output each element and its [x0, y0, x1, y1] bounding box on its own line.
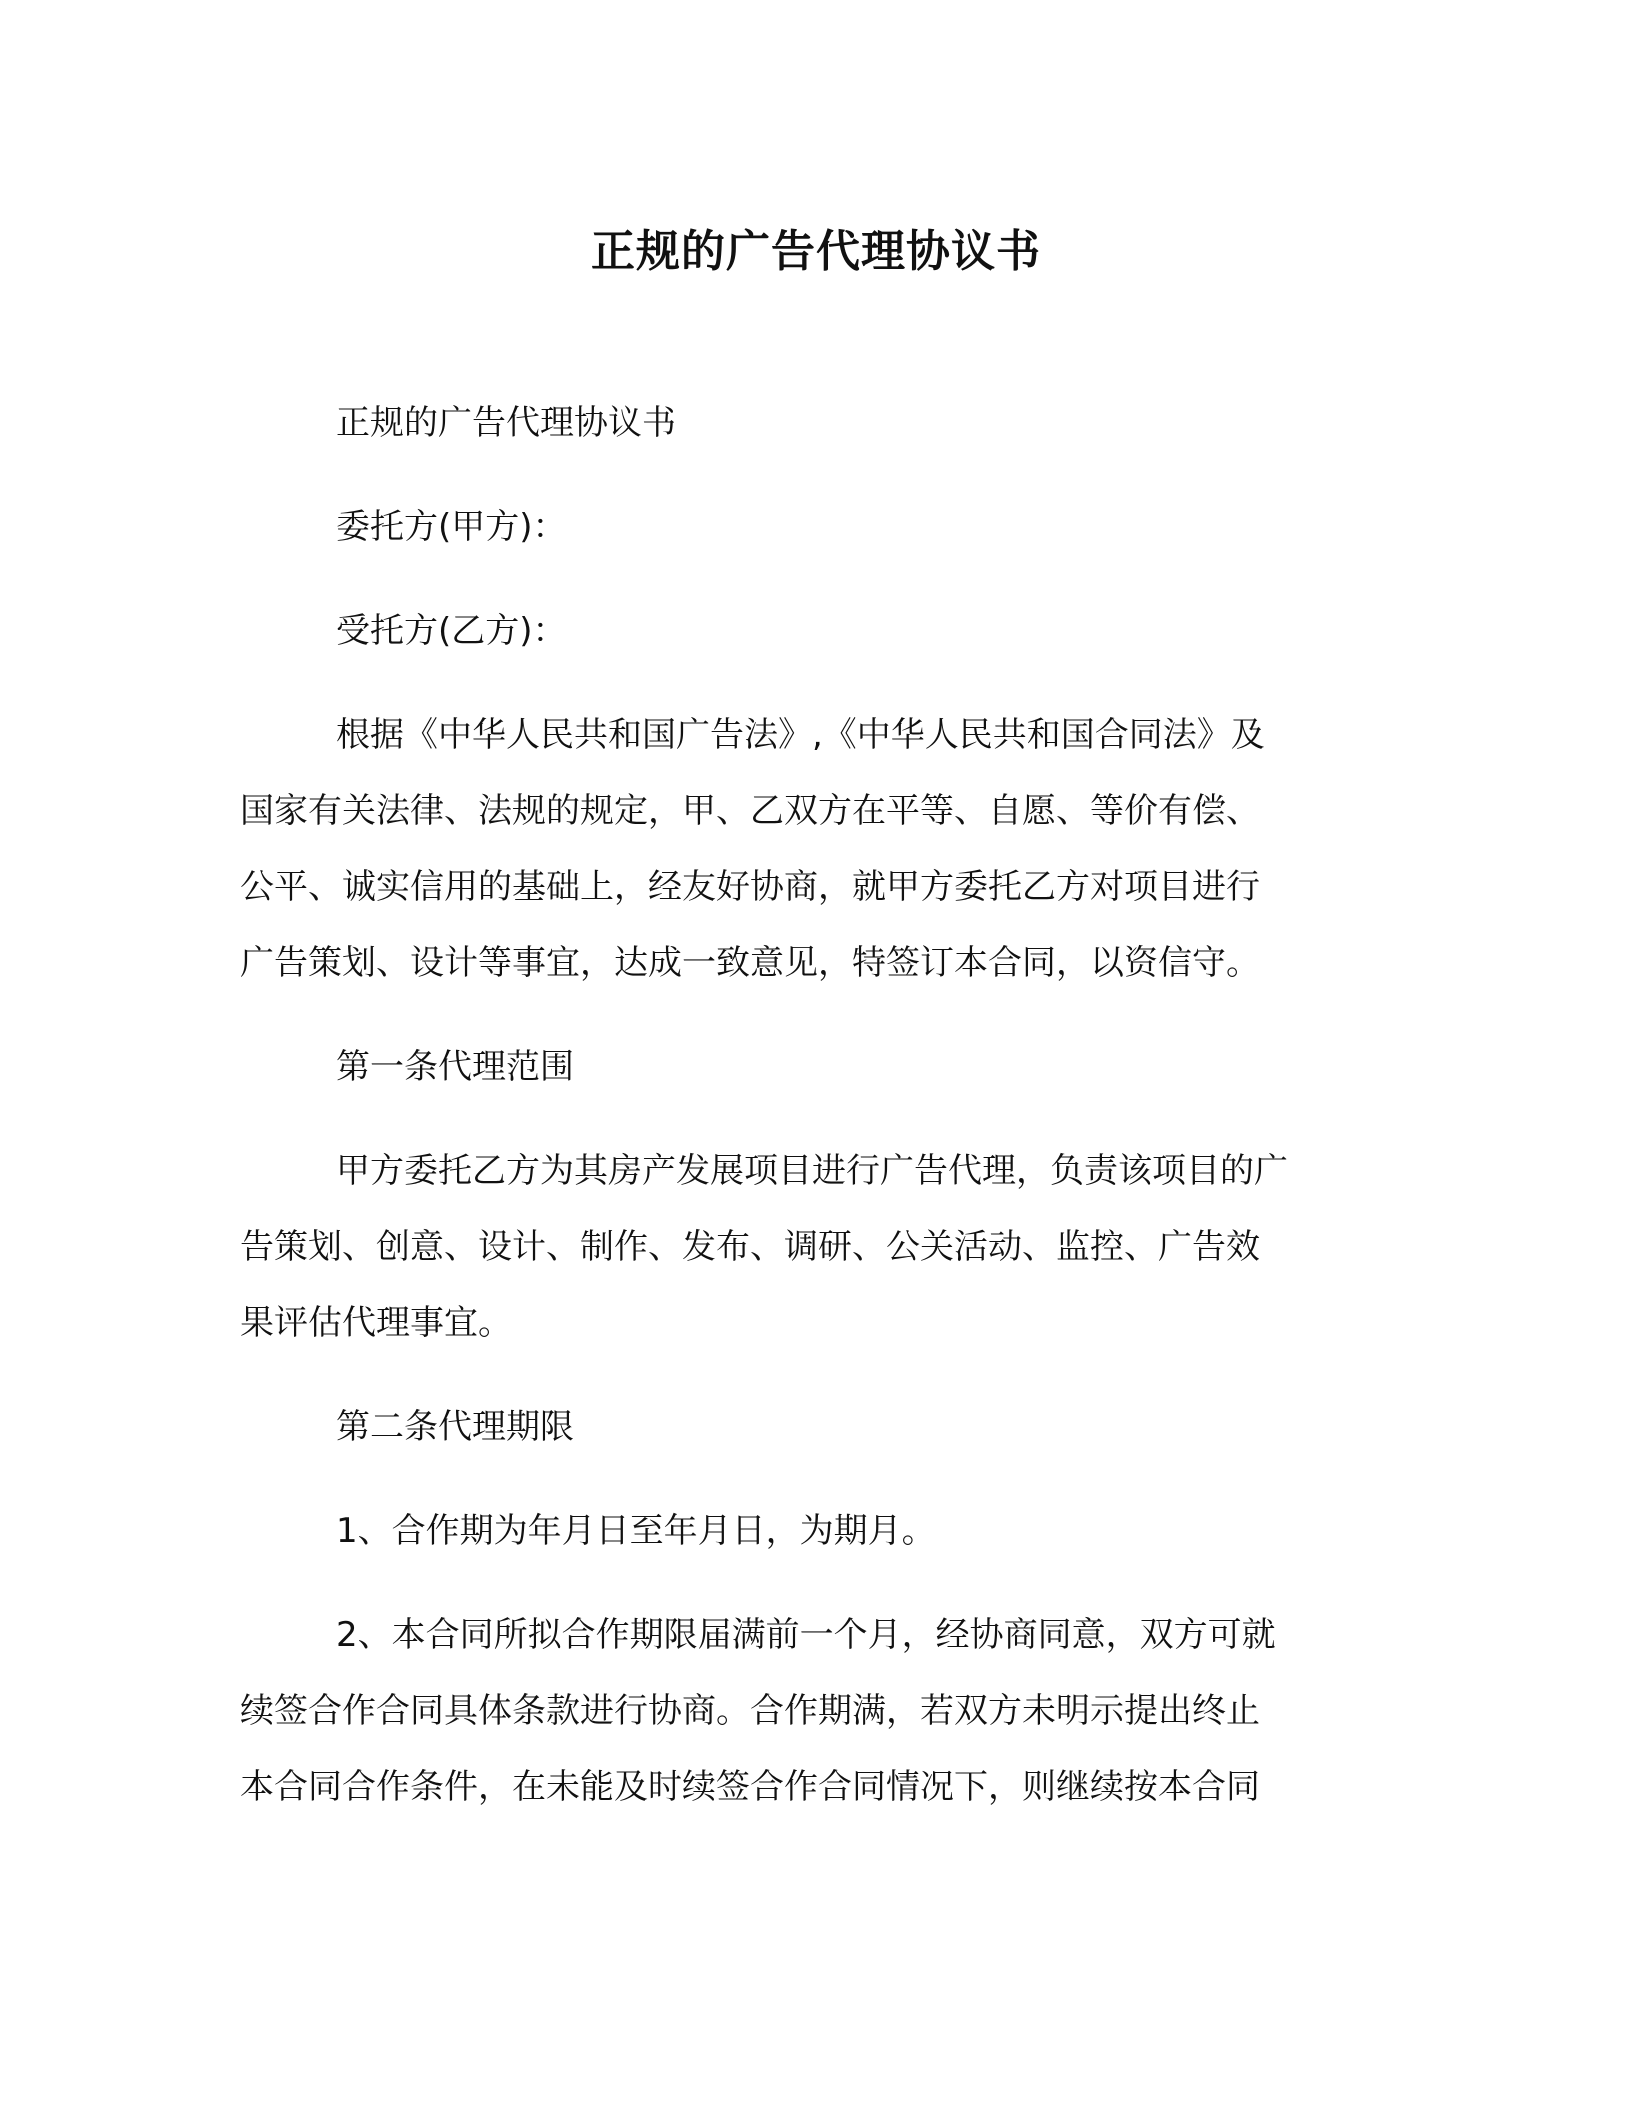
paragraph-term-1 — [240, 1493, 1390, 1569]
paragraph-line: 续签合作合同具体条款进行协商。合作期满，若双方未明示提出终止 — [240, 1691, 1260, 1731]
paragraph-line: 告策划、创意、设计、制作、发布、调研、公关活动、监控、广告效 — [240, 1227, 1260, 1267]
section-heading-term — [240, 1389, 1390, 1465]
paragraph-line: 1、合作期为年月日至年月日，为期月。 — [336, 1511, 936, 1551]
paragraph-client-party-a — [240, 489, 1390, 565]
paragraph-line: 甲方委托乙方为其房产发展项目进行广告代理，负责该项目的广 — [336, 1151, 1288, 1191]
paragraph-line: 2、本合同所拟合作期限届满前一个月，经协商同意，双方可就 — [336, 1615, 1276, 1655]
section-heading-scope — [240, 1029, 1390, 1105]
paragraph-line: 第一条代理范围 — [336, 1047, 574, 1087]
paragraph-subtitle — [240, 385, 1390, 461]
paragraph-line: 国家有关法律、法规的规定，甲、乙双方在平等、自愿、等价有偿、 — [240, 791, 1260, 831]
paragraph-line: 根据《中华人民共和国广告法》,《中华人民共和国合同法》及 — [336, 715, 1265, 755]
paragraph-line: 第二条代理期限 — [336, 1407, 574, 1447]
paragraph-line: 公平、诚实信用的基础上，经友好协商，就甲方委托乙方对项目进行 — [240, 867, 1260, 907]
paragraph-line: 受托方(乙方)： — [336, 611, 567, 651]
paragraph-line: 委托方(甲方)： — [336, 507, 567, 547]
paragraph-scope — [240, 1133, 1390, 1361]
paragraph-term-2 — [240, 1597, 1390, 1825]
paragraph-preamble — [240, 697, 1390, 1001]
paragraph-line: 果评估代理事宜。 — [240, 1303, 512, 1343]
paragraph-agent-party-b — [240, 593, 1390, 669]
document-body — [240, 385, 1390, 1853]
paragraph-line: 广告策划、设计等事宜，达成一致意见，特签订本合同，以资信守。 — [240, 943, 1260, 983]
paragraph-line: 正规的广告代理协议书 — [336, 403, 676, 443]
document-title: 正规的广告代理协议书 — [591, 226, 1041, 277]
paragraph-line: 本合同合作条件，在未能及时续签合作合同情况下，则继续按本合同 — [240, 1767, 1260, 1807]
